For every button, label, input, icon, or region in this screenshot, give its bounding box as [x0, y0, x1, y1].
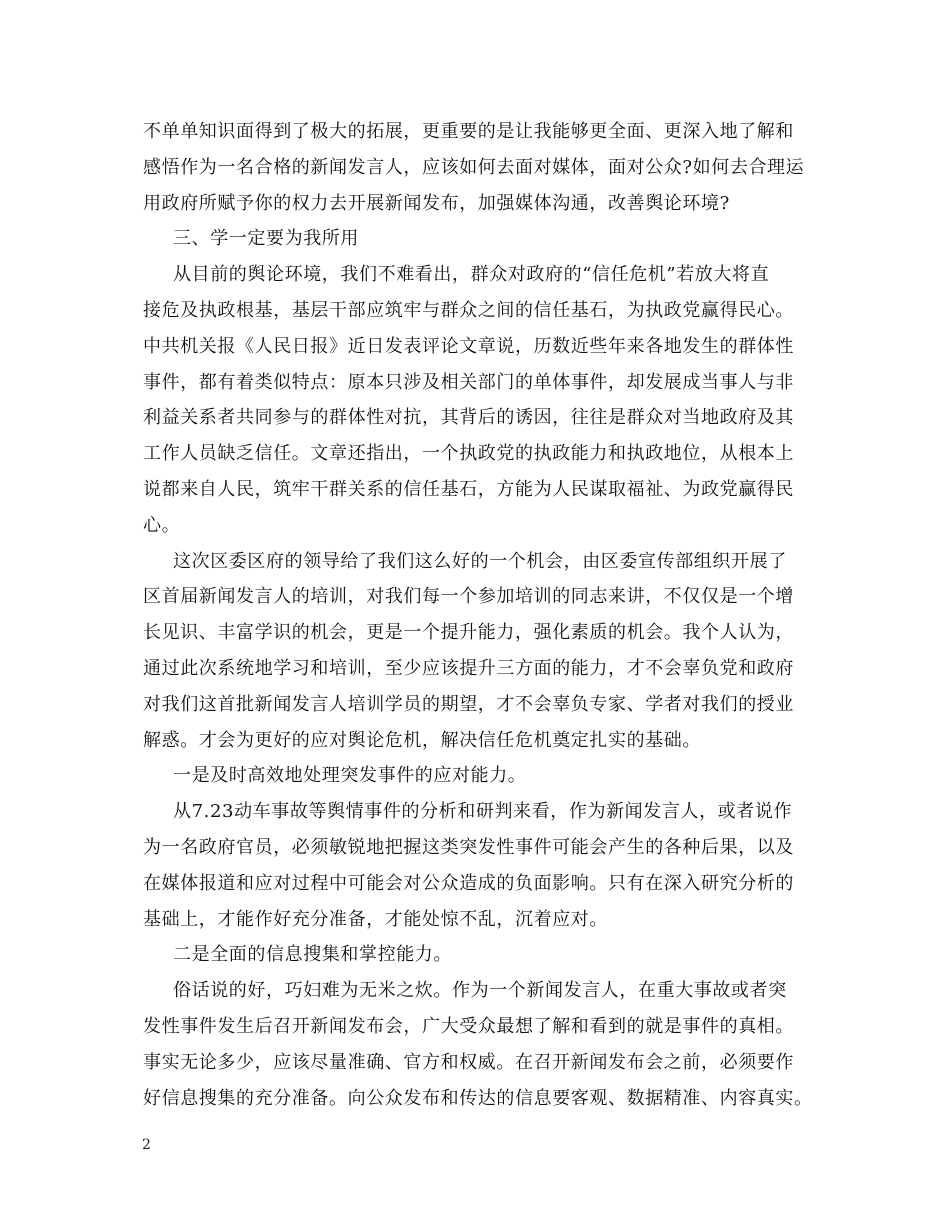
text-line: 中共机关报《人民日报》近日发表评论文章说，历数近些年来各地发生的群体性 [143, 335, 794, 357]
text-line: 事件，都有着类似特点：原本只涉及相关部门的单体事件，却发展成当事人与非 [143, 371, 794, 393]
text-line: 俗话说的好，巧妇难为无米之炊。作为一个新闻发言人，在重大事故或者突 [173, 980, 787, 1002]
text-line: 说都来自人民，筑牢干群关系的信任基石，方能为人民谋取福祉、为政党赢得民 [143, 478, 794, 500]
text-line: 这次区委区府的领导给了我们这么好的一个机会，由区委宣传部组织开展了 [173, 550, 787, 572]
text-line: 从7.23动车事故等舆情事件的分析和研判来看，作为新闻发言人，或者说作 [173, 801, 793, 823]
text-line: 通过此次系统地学习和培训，至少应该提升三方面的能力，才不会辜负党和政府 [143, 657, 794, 679]
text-line: 基础上，才能作好充分准备，才能处惊不乱，沉着应对。 [143, 908, 608, 930]
text-line: 事实无论多少，应该尽量准确、官方和权威。在召开新闻发布会之前，必须要作 [143, 1051, 794, 1073]
text-line: 利益关系者共同参与的群体性对抗，其背后的诱因，往往是群众对当地政府及其 [143, 407, 794, 429]
text-line: 用政府所赋予你的权力去开展新闻发布，加强媒体沟通，改善舆论环境? [143, 192, 730, 214]
text-line: 为一名政府官员，必须敏锐地把握这类突发性事件可能会产生的各种后果，以及 [143, 836, 794, 858]
text-line: 解惑。才会为更好的应对舆论危机，解决信任危机奠定扎实的基础。 [143, 729, 701, 751]
text-line: 一是及时高效地处理突发事件的应对能力。 [173, 765, 527, 787]
text-line: 三、学一定要为我所用 [173, 228, 359, 250]
text-line: 接危及执政根基，基层干部应筑牢与群众之间的信任基石，为执政党赢得民心。 [143, 299, 794, 321]
text-line: 在媒体报道和应对过程中可能会对公众造成的负面影响。只有在深入研究分析的 [143, 872, 794, 894]
page-number: 2 [142, 1137, 151, 1153]
text-line: 发性事件发生后召开新闻发布会，广大受众最想了解和看到的就是事件的真相。 [143, 1015, 794, 1037]
text-line: 感悟作为一名合格的新闻发言人，应该如何去面对媒体，面对公众?如何去合理运 [143, 156, 805, 178]
text-line: 工作人员缺乏信任。文章还指出，一个执政党的执政能力和执政地位，从根本上 [143, 443, 794, 465]
text-line: 从目前的舆论环境，我们不难看出，群众对政府的“信任危机”若放大将直 [173, 264, 770, 286]
text-line: 区首届新闻发言人的培训，对我们每一个参加培训的同志来讲，不仅仅是一个增 [143, 586, 794, 608]
text-line: 不单单知识面得到了极大的拓展，更重要的是让我能够更全面、更深入地了解和 [143, 121, 794, 142]
document-body [143, 114, 823, 1116]
text-line: 二是全面的信息搜集和掌控能力。 [173, 944, 452, 966]
text-line: 长见识、丰富学识的机会，更是一个提升能力，强化素质的机会。我个人认为， [143, 622, 794, 644]
text-line: 好信息搜集的充分准备。向公众发布和传达的信息要客观、数据精准、内容真实。 [143, 1087, 813, 1109]
text-line: 心。 [143, 514, 181, 536]
text-line: 对我们这首批新闻发言人培训学员的期望，才不会辜负专家、学者对我们的授业 [143, 693, 794, 715]
